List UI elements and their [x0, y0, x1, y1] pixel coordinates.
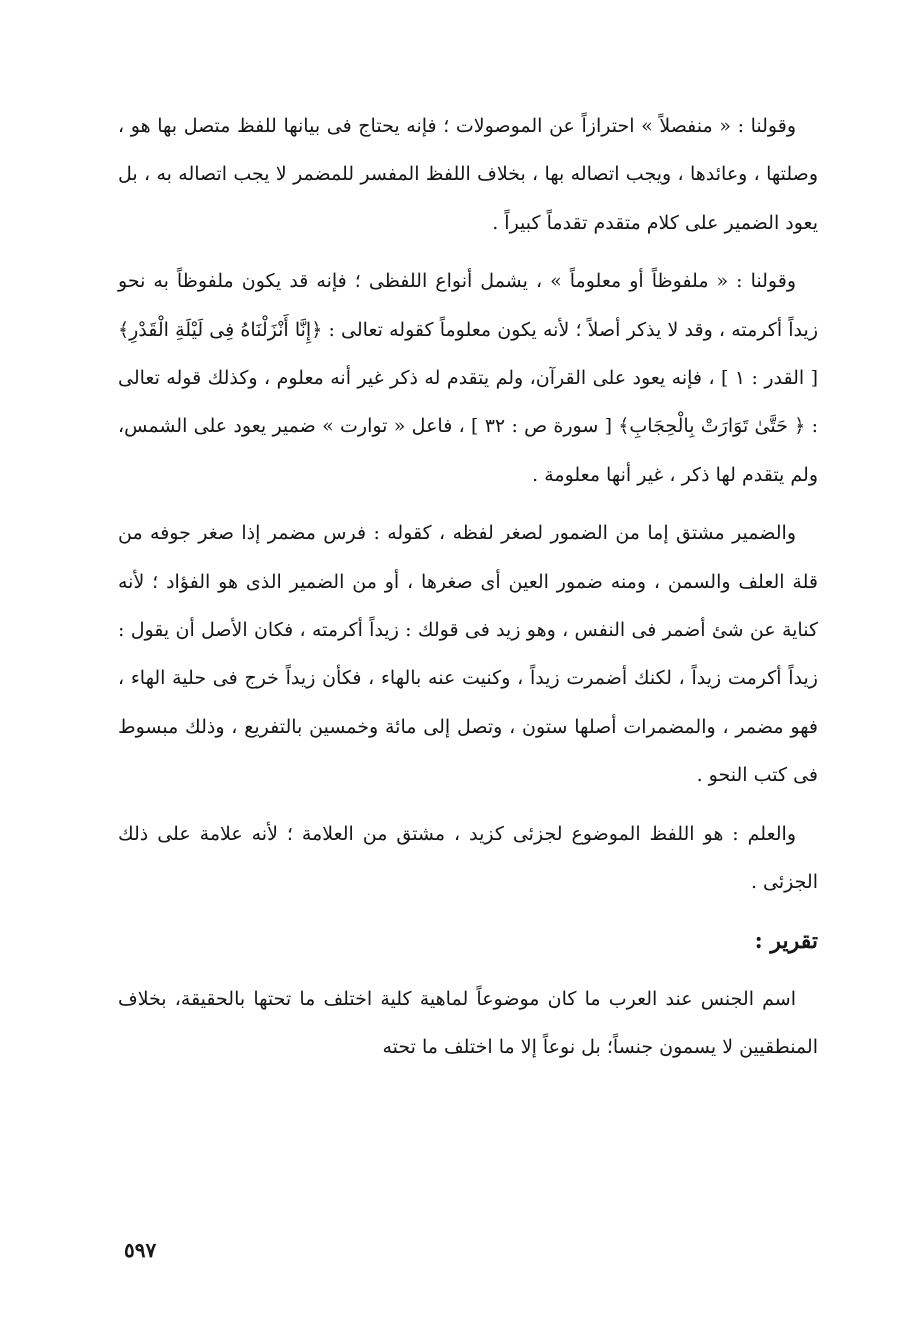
paragraph-damir: والضمير مشتق إما من الضمور لصغر لفظه ، كقوله : فرس مضمر إذا صغر جوفه من قلة العلف والسمن ، ومنه ضمور العين أى صغرها ، أو من الضمير الذى هو الفؤاد ؛ لأنه كناية عن شئ أضمر فى النفس ، وهو زيد فى قولك : زيداً أكرمته ، فكان الأصل أن يقول : زيداً أكرمت زيداً ، لكنك أضمرت زيداً ، وكنيت عنه بالهاء ، فكأن زيداً خرج فى حلية الهاء ، فهو مضمر ، والمضمرات أصلها ستون ، وتصل إلى مائة وخمسين بالتفريع ، وذلك مبسوط فى كتب النحو . [118, 522, 818, 787]
section-heading: تقرير : [754, 927, 818, 954]
paragraph-malfuz: وقولنا : « ملفوظاً أو معلوماً » ، يشمل أنواع اللفظى ؛ فإنه قد يكون ملفوظاً به نحو زيداً أكرمته ، وقد لا يذكر أصلاً ؛ لأنه يكون معلوماً كقوله تعالى : ﴿إِنَّا أَنْزَلْنَاهُ فِى لَيْلَةِ الْقَدْرِ﴾ [ القدر : ١ ] ، فإنه يعود على القرآن، ولم يتقدم له ذكر غير أنه معلوم ، وكذلك قوله تعالى : ﴿ حَتَّىٰ تَوَارَتْ بِالْحِجَابِ﴾ [ سورة ص : ٣٢ ] ، فاعل « توارت » ضمير يعود على الشمس، ولم يتقدم لها ذكر ، غير أنها معلومة . [118, 270, 819, 486]
page-body [118, 102, 818, 1081]
paragraph-munfasil: وقولنا : « منفصلاً » احترازاً عن الموصولات ؛ فإنه يحتاج فى بيانها للفظ متصل بها هو ، وصلتها ، وعائدها ، ويجب اتصاله بها ، بخلاف اللفظ المفسر للمضمر لا يجب اتصاله به ، بل يعود الضمير على كلام متقدم تقدماً كبيراً . [118, 115, 818, 234]
page-number: ٥٩٧ [124, 1238, 157, 1262]
paragraph-alam: والعلم : هو اللفظ الموضوع لجزئى كزيد ، مشتق من العلامة ؛ لأنه علامة على ذلك الجزئى . [118, 822, 818, 894]
paragraph-ism-al-jins: اسم الجنس عند العرب ما كان موضوعاً لماهية كلية اختلف ما تحتها بالحقيقة، بخلاف المنطقيين لا يسمون جنساً؛ بل نوعاً إلا ما اختلف ما تحته [118, 987, 818, 1058]
